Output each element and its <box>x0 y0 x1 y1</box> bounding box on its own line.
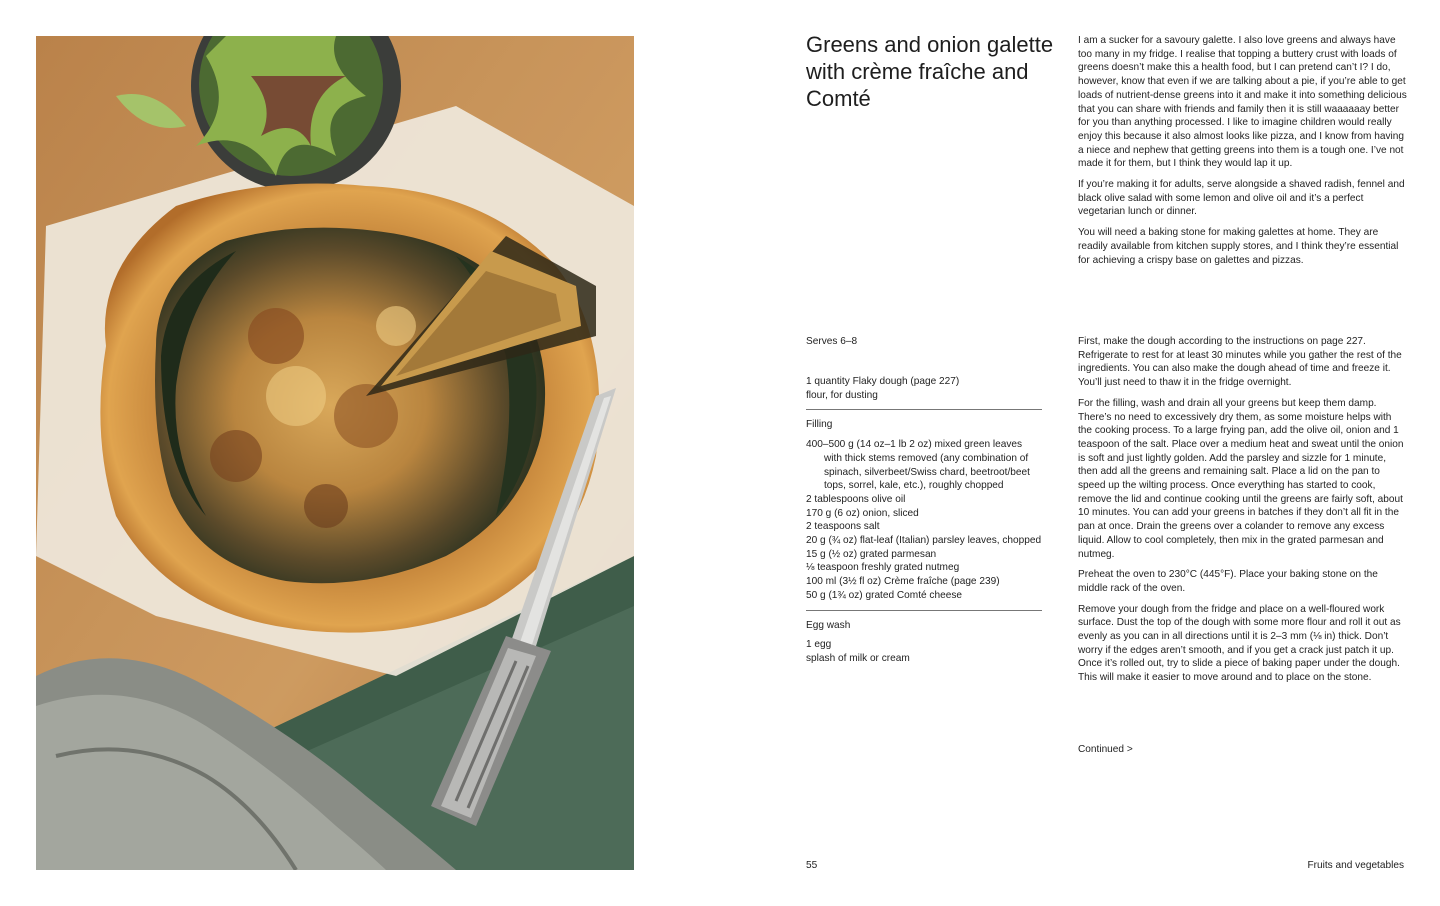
ingredient-item: 50 g (1¾ oz) grated Comté cheese <box>806 589 962 601</box>
method-step: For the filling, wash and drain all your greens but keep them damp. There’s no need to excessively dry them, as some moisture helps with the cooking process. To a large frying pan, add the olive oil, onion and 1 teaspoon of the salt. Place over a medium heat and sweat until the onion is soft and just lightly golden. Add the parsley and sizzle for 1 minute, then add all the greens and remaining salt. Place a lid on the pan to speed up the wilting process. Once everything has started to cook, remove the lid and continue cooking until the greens are fairly soft, about 10 minutes. You can add your greens in batches if they don’t all fit in the pan at once. Drain the greens over a colander to remove any excess liquid. Allow to cool completely, then mix in the grated parmesan and nutmeg. <box>1078 397 1404 560</box>
method-step: Preheat the oven to 230°C (445°F). Place your baking stone on the middle rack of the oven. <box>1078 569 1378 594</box>
method-step: First, make the dough according to the instructions on page 227. Refrigerate to rest for at least 30 minutes while you gather the rest of the ingredients. You can also make the dough ahead of time and freeze it. You’ll just need to thaw it in the fridge overnight. <box>1078 336 1402 389</box>
ingredient-list <box>806 375 1042 666</box>
eggwash-heading: Egg wash <box>806 619 851 631</box>
ingredient-item: 1 egg <box>806 639 832 651</box>
ingredient-item: ⅛ teaspoon freshly grated nutmeg <box>806 562 960 574</box>
continued-note: Continued > <box>1078 744 1133 755</box>
ingredient-item: 1 quantity Flaky dough (page 227) <box>806 376 960 387</box>
ingredient-item: 15 g (½ oz) grated parmesan <box>806 548 937 560</box>
divider <box>806 409 1042 410</box>
ingredient-item: flour, for dusting <box>806 389 878 401</box>
section-title: Fruits and vegetables <box>1307 860 1404 871</box>
intro-paragraph: I am a sucker for a savoury galette. I also love greens and always have too many in my fridge. I realise that topping a buttery crust with loads of greens doesn’t make this a health food, but I can pretend can’t I? I do, however, know that even if we are talking about a pie, if you’re able to get loads of nutrient-dense greens into it and make it into something delicious that you can share with friends and family then it is still waaaaaay better for you than anything processed. I like to imagine children would really enjoy this because it also almost looks like pizza, and I know from having a niece and nephew that getting greens into them is a tough one. I’ve not made it for them, but I think they would lap it up. <box>1078 35 1407 170</box>
intro-paragraph: You will need a baking stone for making galettes at home. They are readily available from kitchen supply stores, and I think they’re essential for achieving a crispy base on galettes and pizzas. <box>1078 227 1399 266</box>
page-number: 55 <box>806 860 818 871</box>
serves: Serves 6–8 <box>806 336 858 347</box>
method-text <box>1078 335 1408 692</box>
method-step: Remove your dough from the fridge and place on a well-floured work surface. Dust the top of the dough with some more flour and roll it out as evenly as you can in all directions until it is 2–3 mm (⅛ in) thick. Don’t worry if the edges aren’t smooth, and if you get a crack just patch it up. Once it’s rolled out, try to slide a piece of baking paper under the dough. This will make it easier to move around and to place on the stone. <box>1078 603 1401 684</box>
ingredient-item: 20 g (¾ oz) flat-leaf (Italian) parsley leaves, chopped <box>806 535 1042 547</box>
recipe-title: Greens and onion galette with crème fraîche and Comté <box>806 32 1054 111</box>
ingredient-item: 2 tablespoons olive oil <box>806 493 906 505</box>
ingredient-item: splash of milk or cream <box>806 652 910 664</box>
intro-paragraph: If you’re making it for adults, serve alongside a shaved radish, fennel and black olive salad with some lemon and olive oil and it’s a perfect vegetarian lunch or dinner. <box>1078 179 1405 218</box>
ingredient-item: 100 ml (3½ fl oz) Crème fraîche (page 239) <box>806 576 1000 588</box>
intro-text <box>1078 34 1408 274</box>
ingredient-item: 170 g (6 oz) onion, sliced <box>806 507 919 519</box>
divider <box>806 610 1042 611</box>
galette-photo <box>36 36 634 870</box>
ingredient-item: 2 teaspoons salt <box>806 521 880 533</box>
filling-heading: Filling <box>806 419 833 431</box>
ingredient-item: 400–500 g (14 oz–1 lb 2 oz) mixed green leaves with thick stems removed (any combination of spinach, silverbeet/Swiss chard, beetroot/beet tops, sorrel, kale, etc.), roughly chopped <box>806 439 1030 492</box>
